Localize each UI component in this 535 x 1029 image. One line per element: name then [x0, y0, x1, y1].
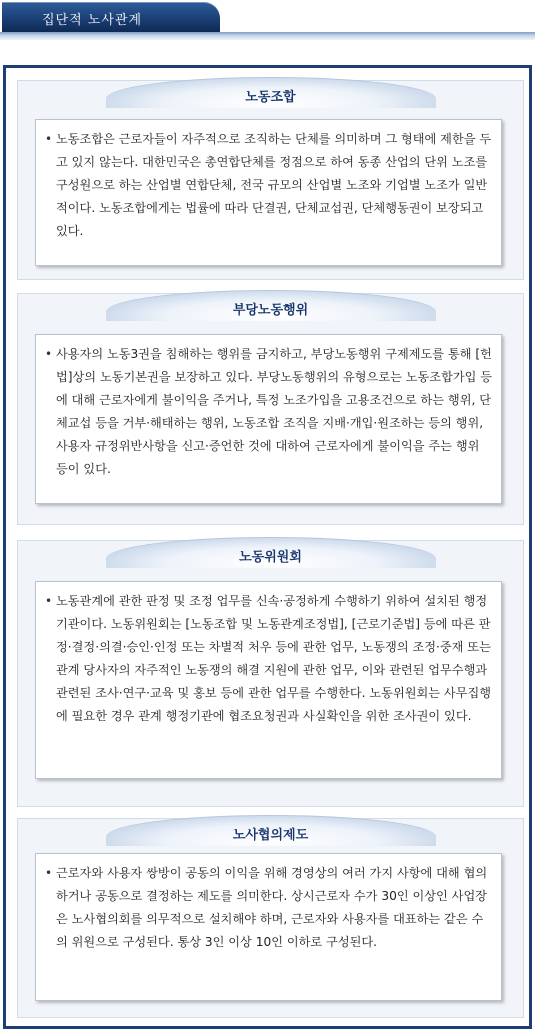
section-title: 부당노동행위 [232, 303, 309, 318]
bullet-icon: • [45, 347, 53, 361]
section-text: 사용자의 노동3권을 침해하는 행위를 금지하고, 부당노동행위 구제제도를 통해 [헌법]상의 노동기본권을 보장하고 있다. 부당노동행위의 유형으로는 노동조합가입 등에 대해 근로자에게 불이익을 주거나, 특정 노조가입을 고용조건으로 하는 행위, 단체교섭 등을 거부·해태하는 행위, 노동조합 조직을 지배·개입·원조하는 등의 행위, 사용자 규정위반사항을 신고·증언한 것에 대하여 근로자에게 불이익을 주는 행위 등이 있다. [56, 347, 493, 476]
section-labor-union [17, 80, 524, 280]
section-labor-committee [17, 540, 524, 807]
section-title-tab [106, 815, 436, 846]
content-frame [3, 65, 532, 1029]
section-text: 노동조합은 근로자들이 자주적으로 조직하는 단체를 의미하며 그 형태에 제한을 두고 있지 않는다. 대한민국은 총연합단체를 정점으로 하여 동종 산업의 단위 노조를 구성원으로 하는 산업별 연합단체, 전국 규모의 산업별 노조와 기업별 노조가 일반적이다. 노동조합에게는 법률에 따라 단결권, 단체교섭권, 단체행동권이 보장되고 있다. [56, 132, 492, 238]
section-header-tab [2, 2, 220, 32]
page-title: 집단적 노사관계 [42, 13, 143, 28]
section-body [35, 119, 502, 266]
section-title-tab [106, 77, 436, 108]
section-title: 노동조합 [245, 90, 296, 105]
section-title-tab [106, 290, 436, 321]
section-title: 노사협의제도 [232, 828, 309, 843]
section-title-tab [106, 537, 436, 568]
section-text: 노동관계에 관한 판정 및 조정 업무를 신속·공정하게 수행하기 위하여 설치된 행정기관이다. 노동위원회는 [노동조합 및 노동관계조정법], [근로기준법] 등에 따른 판정·결정·의결·승인·인정 또는 차별적 처우 등에 관한 업무, 노동쟁의 조정·중재 또는 관계 당사자의 자주적인 노동쟁의 해결 지원에 관한 업무, 이와 관련된 업무수행과 관련된 조사·연구·교육 및 홍보 등에 관한 업무를 수행한다. 노동위원회는 사무집행에 필요한 경우 관계 행정기관에 협조요청권과 사실확인을 위한 조사권이 있다. [56, 594, 492, 723]
header-divider [0, 32, 535, 40]
bullet-icon: • [45, 866, 53, 880]
section-title: 노동위원회 [239, 550, 302, 565]
section-body [35, 853, 502, 1001]
section-body [35, 581, 502, 779]
bullet-icon: • [45, 132, 53, 146]
section-labor-management-council [17, 818, 524, 1018]
section-unfair-labor-practice [17, 293, 524, 525]
section-body [35, 334, 502, 504]
section-text: 근로자와 사용자 쌍방이 공동의 이익을 위해 경영상의 여러 가지 사항에 대해 협의하거나 공동으로 결정하는 제도를 의미한다. 상시근로자 수가 30인 이상인 사업장은 노사협의회를 의무적으로 설치해야 하며, 근로자와 사용자를 대표하는 같은 수의 위원으로 구성된다. 통상 3인 이상 10인 이하로 구성된다. [56, 866, 488, 949]
bullet-icon: • [45, 594, 53, 608]
